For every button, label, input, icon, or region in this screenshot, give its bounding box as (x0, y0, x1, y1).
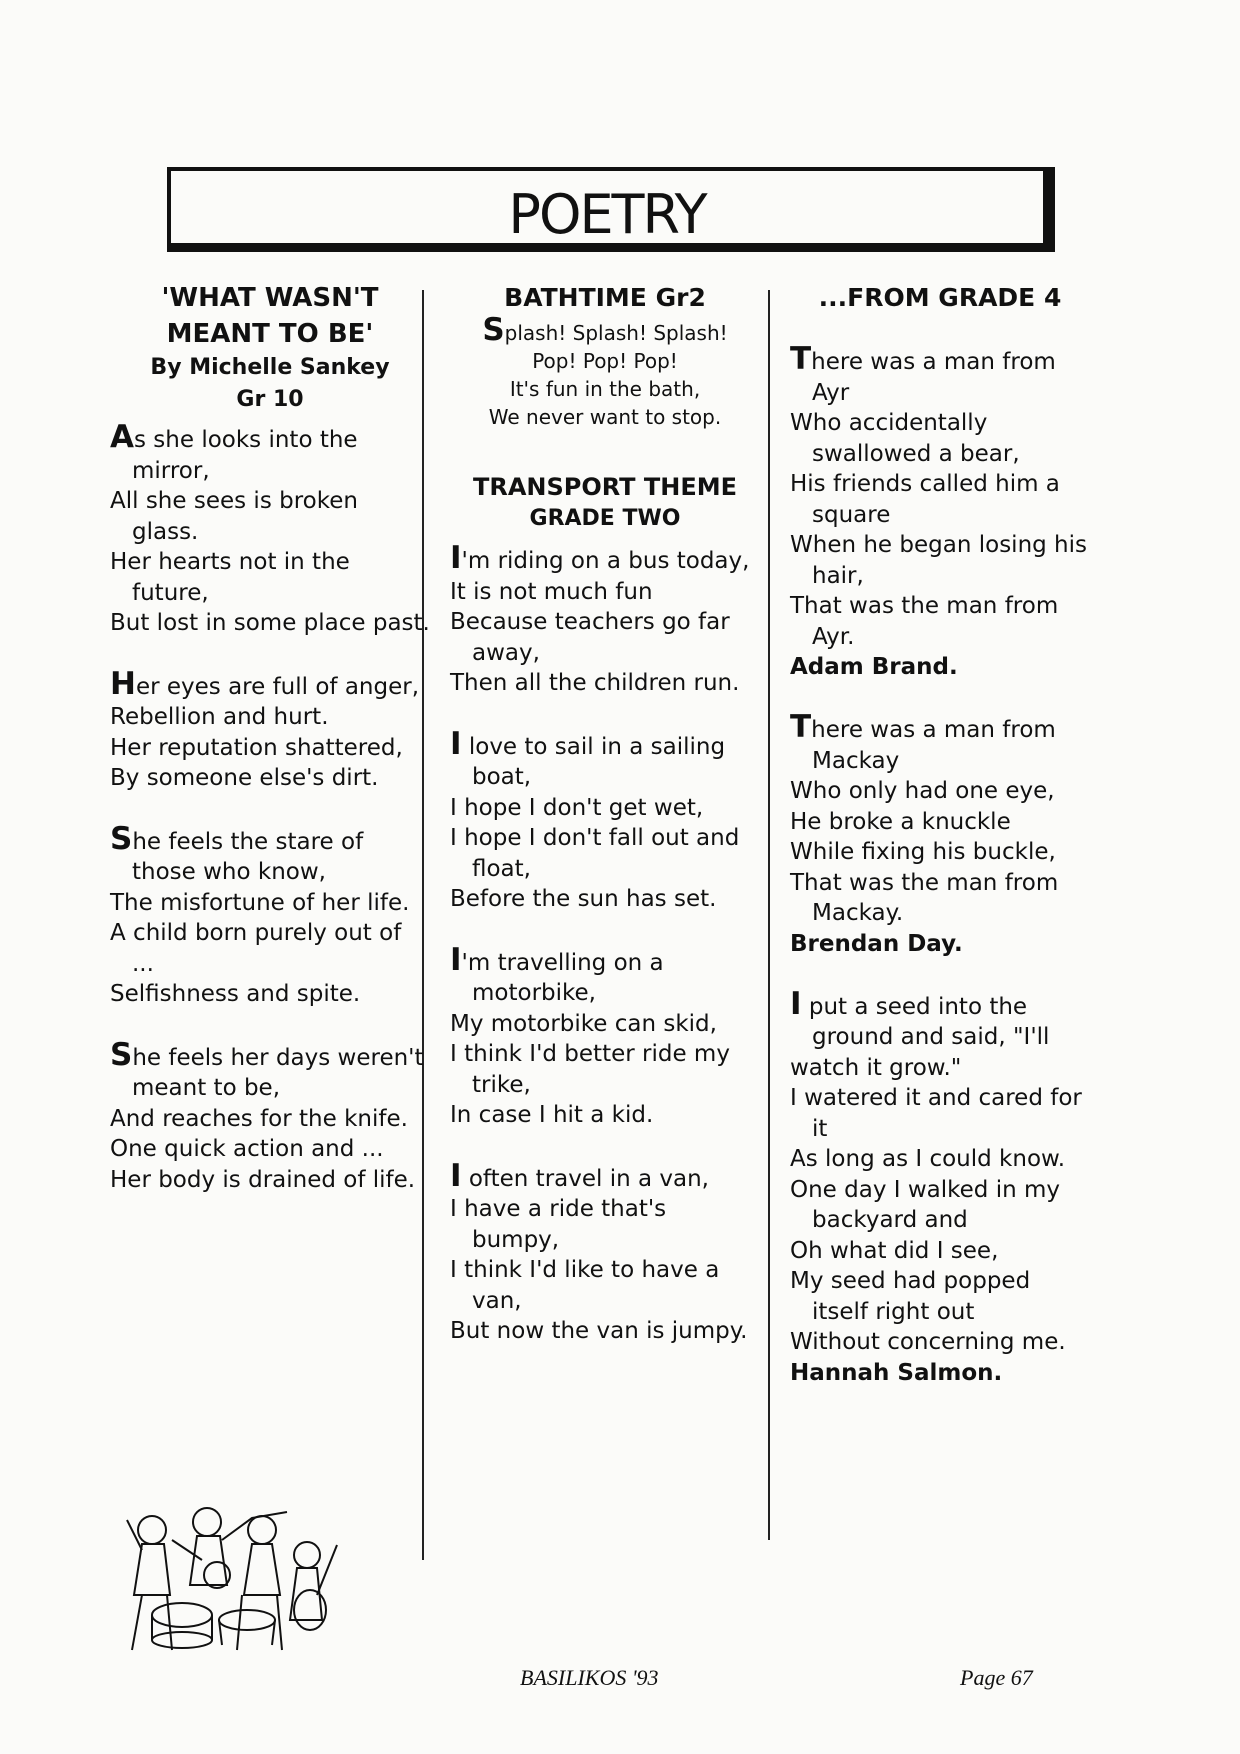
poem-line: Because teachers go far away, (450, 609, 730, 666)
poem-stanza (450, 725, 760, 915)
poem-line: One day I walked in my backyard and (790, 1176, 1061, 1233)
poem-stanza (450, 941, 760, 1131)
poem-line: A child born purely out of ... (110, 920, 402, 977)
bathtime-title: BATHTIME Gr2 (504, 283, 706, 312)
poem-line: As she looks into the mirror, (110, 419, 358, 484)
column-divider-right (768, 290, 770, 1540)
limerick-poem (790, 985, 1090, 1388)
poem-line: watch it grow." (790, 1054, 962, 1081)
transport-theme-title: TRANSPORT THEME (472, 473, 738, 501)
poem-stanza (110, 1036, 430, 1196)
column-grade-four (790, 280, 1090, 1418)
poem-line: Without concerning me. (790, 1329, 1066, 1355)
poem-line: Then all the children run. (450, 670, 740, 696)
poem-line: He broke a knuckle (790, 808, 1011, 835)
poem-stanza (110, 665, 430, 794)
poem-line: Her eyes are full of anger, (110, 665, 420, 702)
poem-author: Hannah Salmon. (790, 1359, 1003, 1386)
poem-line: We never want to stop. (488, 405, 722, 429)
poem-lines (790, 985, 1090, 1358)
poem-line: Her reputation shattered, (110, 734, 403, 761)
publication-name: BASILIKOS '93 (520, 1665, 659, 1690)
poem-line: Before the sun has set. (450, 886, 717, 912)
poem-line: One quick action and ... (110, 1136, 384, 1162)
poem-line: I hope I don't get wet, (450, 794, 704, 821)
poem-line: Splash! Splash! Splash! (482, 312, 728, 348)
poem-line: That was the man from Ayr. (790, 593, 1059, 650)
poem-line: Rebellion and hurt. (110, 704, 329, 730)
poem-line: I'm travelling on a motorbike, (450, 941, 664, 1006)
poem-line: I have a ride that's bumpy, (450, 1196, 667, 1253)
poem-line: I love to sail in a sailing boat, (450, 725, 726, 790)
poem-line: She feels her days weren't meant to be, (110, 1036, 424, 1101)
poem-line: And reaches for the knife. (110, 1105, 408, 1132)
poem-author: Brendan Day. (790, 930, 963, 957)
poem-line: I think I'd like to have a van, (450, 1257, 720, 1314)
poem-line: Who only had one eye, (790, 778, 1055, 804)
poem-what-wasnt-meant-to-be (110, 280, 430, 1225)
poem-line: Selfishness and spite. (110, 981, 361, 1007)
poem-line: There was a man from Ayr (790, 341, 1056, 406)
poem-line: His friends called him a square (790, 471, 1060, 528)
poem-line: Her body is drained of life. (110, 1166, 416, 1193)
poem-line: Pop! Pop! Pop! (532, 349, 678, 373)
poem-line: I think I'd better ride my trike, (450, 1041, 730, 1098)
poem-line: Who accidentally swallowed a bear, (790, 410, 1020, 467)
transport-poems (450, 540, 760, 1347)
column-grade-two (450, 280, 760, 1377)
poem-line: I watered it and cared for it (790, 1085, 1082, 1142)
poem-lines (790, 341, 1090, 652)
poem-body (110, 419, 430, 1195)
poem-author: Adam Brand. (790, 654, 958, 680)
poem-line: It's fun in the bath, (509, 377, 701, 401)
poem-line: While fixing his buckle, (790, 839, 1056, 865)
poem-stanza (110, 820, 430, 1010)
page-title: POETRY (508, 183, 706, 246)
poem-line: I'm riding on a bus today, (450, 540, 750, 576)
poem-stanza (450, 540, 760, 699)
poem-title-line-1: 'WHAT WASN'T (161, 283, 379, 313)
poem-line: But now the van is jumpy. (450, 1318, 748, 1344)
poem-stanza (110, 419, 430, 639)
poem-line: My seed had popped itself right out (790, 1268, 1031, 1325)
bathtime-poem (450, 312, 760, 431)
poem-line: It is not much fun (450, 578, 653, 605)
poem-line: That was the man from Mackay. (790, 869, 1059, 926)
poem-stanza (450, 1157, 760, 1347)
poem-line: But lost in some place past. (110, 610, 430, 636)
page-title-box (167, 167, 1055, 252)
poem-line: Oh what did I see, (790, 1237, 999, 1264)
transport-theme-grade: GRADE TWO (529, 506, 681, 531)
poem-line: I put a seed into the ground and said, "I'll (790, 985, 1050, 1050)
poem-line: By someone else's dirt. (110, 765, 379, 791)
poem-line: The misfortune of her life. (110, 889, 410, 916)
poem-line: In case I hit a kid. (450, 1102, 654, 1128)
poem-lines (790, 709, 1090, 929)
poem-line: All she sees is broken glass. (110, 488, 358, 545)
poem-line: There was a man from Mackay (790, 709, 1056, 774)
band-illustration (112, 1500, 342, 1660)
grade-four-poems (790, 341, 1090, 1388)
poem-line: When he began losing his hair, (790, 532, 1088, 589)
poem-line: My motorbike can skid, (450, 1010, 717, 1037)
page-number: Page 67 (960, 1665, 1033, 1690)
poem-line: Her hearts not in the future, (110, 549, 350, 606)
limerick-poem (790, 709, 1090, 959)
poem-line: I often travel in a van, (450, 1157, 709, 1194)
grade-four-title: ...FROM GRADE 4 (818, 283, 1062, 312)
poem-grade: Gr 10 (236, 387, 304, 412)
poem-byline: By Michelle Sankey (150, 355, 390, 380)
poem-line: As long as I could know. (790, 1146, 1066, 1172)
poem-line: She feels the stare of those who know, (110, 820, 364, 885)
poem-line: I hope I don't fall out and float, (450, 825, 740, 882)
poem-title-line-2: MEANT TO BE' (166, 319, 374, 349)
limerick-poem (790, 341, 1090, 682)
